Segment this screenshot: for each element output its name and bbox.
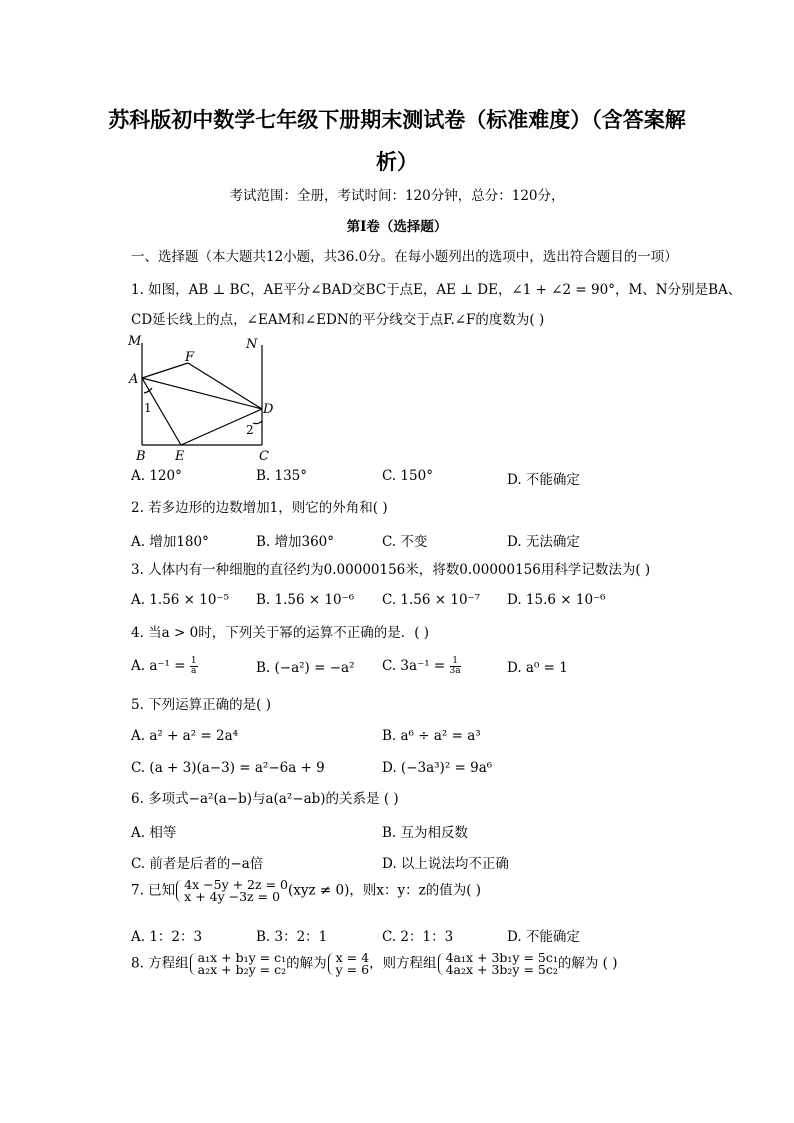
exam-title-line2: 析） <box>376 150 418 174</box>
q1-option-a[interactable]: A. 120° <box>131 468 182 484</box>
q8-system-2 <box>327 952 369 976</box>
q8-system-3-eq1: 4a₁x + 3b₁y = 5c₁ <box>445 950 558 965</box>
q7-equation-system <box>175 879 288 903</box>
label-A: A <box>129 372 139 387</box>
q4-stem: 4. 当a > 0时，下列关于幂的运算不正确的是．( ) <box>131 625 430 641</box>
q7-eq1: 4x −5y + 2z = 0 <box>184 877 288 892</box>
q3-option-d[interactable]: D. 15.6 × 10⁻⁶ <box>507 592 606 608</box>
q4-option-a-fraction <box>190 657 198 676</box>
q1-option-d[interactable]: D. 不能确定 <box>507 472 580 488</box>
q8-system-3-eq2: 4a₂x + 3b₂y = 5c₂ <box>445 962 558 977</box>
q2-option-a[interactable]: A. 增加180° <box>131 534 209 550</box>
q5-stem: 5. 下列运算正确的是( ) <box>131 697 271 713</box>
q8-stem <box>131 952 618 976</box>
q8-system-3 <box>437 952 558 976</box>
q8-system-2-eq1: x = 4 <box>335 950 370 965</box>
q3-stem: 3. 人体内有一种细胞的直径约为0.00000156米，将数0.00000156用科学记数法为( ) <box>131 562 651 578</box>
q4-option-c-text: C. 3a⁻¹ = <box>382 658 446 674</box>
q8-mid1: 的解为 <box>286 955 327 972</box>
label-F: F <box>185 350 195 365</box>
q6-stem: 6. 多项式−a²(a−b)与a(a²−ab)的关系是 ( ) <box>131 791 399 807</box>
q4-option-b[interactable]: B. (−a²) = −a² <box>256 660 355 676</box>
q6-option-a[interactable]: A. 相等 <box>131 825 177 841</box>
q8-system-1 <box>189 952 286 976</box>
q8-system-1-eq1: a₁x + b₁y = c₁ <box>197 950 287 965</box>
q3-option-a[interactable]: A. 1.56 × 10⁻⁵ <box>131 592 230 608</box>
q7-suffix: (xyz ≠ 0)，则x：y：z的值为( ) <box>287 882 482 899</box>
q4-option-d[interactable]: D. a⁰ = 1 <box>507 660 568 676</box>
label-D: D <box>263 402 274 417</box>
q8-system-1-eq2: a₂x + b₂y = c₂ <box>197 962 287 977</box>
q7-option-a[interactable]: A. 1：2：3 <box>131 929 203 945</box>
q8-suffix: 的解为 ( ) <box>557 955 618 972</box>
volume-title: 第I卷（选择题） <box>346 219 448 235</box>
label-C: C <box>259 449 269 463</box>
q8-system-2-eq2: y = 6 <box>335 962 370 977</box>
q2-option-b[interactable]: B. 增加360° <box>256 534 335 550</box>
q6-option-d[interactable]: D. 以上说法均不正确 <box>382 856 509 872</box>
q7-option-c[interactable]: C. 2：1：3 <box>382 929 454 945</box>
q1-option-b[interactable]: B. 135° <box>256 468 308 484</box>
q8-prefix: 8. 方程组 <box>131 955 189 972</box>
q5-option-b[interactable]: B. a⁶ ÷ a² = a³ <box>382 728 481 744</box>
q4-option-a[interactable] <box>131 657 198 676</box>
q1-stem-line2: CD延长线上的点，∠EAM和∠EDN的平分线交于点F.∠F的度数为( ) <box>131 312 545 328</box>
q8-mid2: ，则方程组 <box>369 955 437 972</box>
label-B: B <box>136 449 146 463</box>
q4-option-a-denominator: a <box>191 666 197 676</box>
q1-stem-line1: 1. 如图，AB ⊥ BC，AE平分∠BAD交BC于点E，AE ⊥ DE，∠1 + ∠2 = 90°，M、N分别是BA、 <box>131 282 742 298</box>
q6-option-b[interactable]: B. 互为相反数 <box>382 825 469 841</box>
label-E: E <box>175 449 185 463</box>
q4-option-c-numerator: 1 <box>450 657 461 667</box>
q4-option-a-text: A. a⁻¹ = <box>131 658 186 674</box>
q7-stem <box>131 879 481 903</box>
exam-title-line1: 苏科版初中数学七年级下册期末测试卷（标准难度）（含答案解 <box>108 108 686 132</box>
q2-option-c[interactable]: C. 不变 <box>382 534 428 550</box>
q1-option-c[interactable]: C. 150° <box>382 468 433 484</box>
q1-geometry-figure <box>125 333 285 463</box>
q5-option-d[interactable]: D. (−3a³)² = 9a⁶ <box>382 760 493 776</box>
label-angle-1: 1 <box>144 401 152 415</box>
q6-option-c[interactable]: C. 前者是后者的−a倍 <box>131 856 264 872</box>
section-header: 一、选择题（本大题共12小题，共36.0分。在每小题列出的选项中，选出符合题目的一项） <box>131 249 678 265</box>
q3-option-b[interactable]: B. 1.56 × 10⁻⁶ <box>256 592 355 608</box>
label-angle-2: 2 <box>246 423 254 437</box>
q7-option-d[interactable]: D. 不能确定 <box>507 929 580 945</box>
label-N: N <box>246 337 258 352</box>
label-M: M <box>128 334 142 349</box>
q4-option-c-denominator: 3a <box>449 666 461 676</box>
q3-option-c[interactable]: C. 1.56 × 10⁻⁷ <box>382 592 481 608</box>
q2-stem: 2. 若多边形的边数增加1，则它的外角和( ) <box>131 500 388 516</box>
q4-option-a-numerator: 1 <box>190 656 197 666</box>
q7-option-b[interactable]: B. 3：2：1 <box>256 929 328 945</box>
q5-option-c[interactable]: C. (a + 3)(a−3) = a²−6a + 9 <box>131 760 325 776</box>
q4-option-c-fraction <box>450 657 461 676</box>
q4-option-c[interactable] <box>382 657 461 676</box>
q7-eq2: x + 4y −3z = 0 <box>184 889 281 904</box>
q5-option-a[interactable]: A. a² + a² = 2a⁴ <box>131 728 239 744</box>
q7-prefix: 7. 已知 <box>131 882 176 899</box>
exam-info: 考试范围：全册，考试时间：120分钟，总分：120分， <box>229 188 565 204</box>
q2-option-d[interactable]: D. 无法确定 <box>507 534 580 550</box>
